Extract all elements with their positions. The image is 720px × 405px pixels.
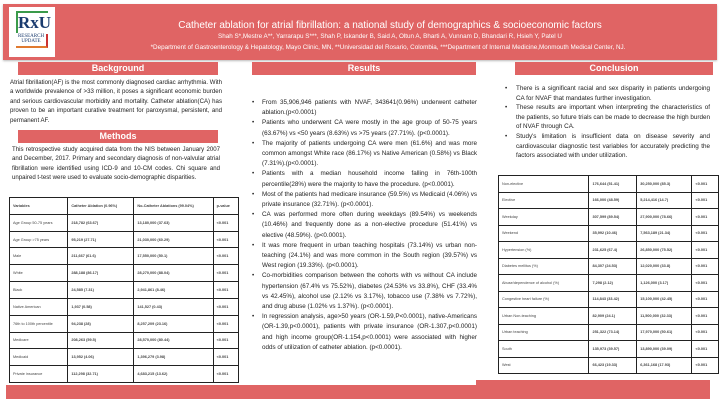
table-cell: 6,361,168 (17.93) xyxy=(637,357,692,374)
table-row xyxy=(10,248,239,265)
conclusion-heading: Conclusion xyxy=(515,62,713,75)
table-row xyxy=(499,291,719,308)
table-cell: <0.001 xyxy=(692,275,719,292)
table-cell: 21,030,000 (60.29) xyxy=(134,231,213,248)
table-cell: 176,644 (51.41) xyxy=(589,176,637,193)
table-row xyxy=(10,366,239,383)
table-cell: 166,000 (48.59) xyxy=(589,192,637,209)
table-cell: 1,937 (0.58) xyxy=(68,298,134,315)
table-row xyxy=(499,209,719,226)
clinical-characteristics-table xyxy=(498,175,719,374)
table-cell: West xyxy=(499,357,589,374)
bullet-item: • It was more frequent in urban teaching hospitals (73.14%) vs urban non-teaching (24.1%) and was more common in the South region (39.57%) vs West region (19.33%). (p<0.0001). xyxy=(252,241,477,272)
table-cell: <0.001 xyxy=(692,291,719,308)
table-cell: White xyxy=(10,265,68,282)
bullet-item: • These results are important when interpreting the characteristics of the patients, so future trials can be made to decrease the high burden of NVAF through CA. xyxy=(505,103,710,132)
table-cell: Age Group 50-75 years xyxy=(10,214,68,231)
table-cell: 4,683,215 (13.62) xyxy=(134,366,213,383)
table-cell: Diabetes mellitus (%) xyxy=(499,258,589,275)
table-cell: Weekday xyxy=(499,209,589,226)
table-cell: 114,843 (33.42) xyxy=(589,291,637,308)
table-cell: 84,307 (24.53) xyxy=(589,258,637,275)
table-cell: 211,667 (61.6) xyxy=(68,248,134,265)
table-cell: Elective xyxy=(499,192,589,209)
table-cell: 307,599 (89.54) xyxy=(589,209,637,226)
table-cell: <0.001 xyxy=(692,308,719,325)
table-cell: Medicaid xyxy=(10,349,68,366)
table-cell: 13,952 (4.06) xyxy=(68,349,134,366)
column-header: No-Catheter Ablations (99.04%) xyxy=(134,198,213,215)
bullet-item: • The majority of patients undergoing CA were men (61.6%) and was more common amongst White race (86.17%) vs Native American (0.58%) vs Black (7.31%).(p<0.0001). xyxy=(252,139,477,170)
table-row xyxy=(10,231,239,248)
table-row xyxy=(499,275,719,292)
table-cell: 13,890,000 (39.09) xyxy=(637,341,692,358)
table-row xyxy=(499,258,719,275)
table-cell: Black xyxy=(10,282,68,299)
bullet-item: • Most of the patients had medicare insurance (59.5%) vs Medicaid (4.06%) vs private insurance (32.71%). (p<0.0001). xyxy=(252,190,477,210)
table-cell: <0.001 xyxy=(213,282,238,299)
table-cell: 11,500,000 (32.33) xyxy=(637,308,692,325)
table-cell: South xyxy=(499,341,589,358)
footer-bar-left xyxy=(6,385,476,399)
table-cell: 24,585 (7.31) xyxy=(68,282,134,299)
table-cell: <0.001 xyxy=(213,349,238,366)
table-cell: 17,970,000 (50.61) xyxy=(637,324,692,341)
table-row xyxy=(10,349,239,366)
table-row xyxy=(499,242,719,259)
table-cell: 28,570,000 (80.44) xyxy=(134,332,213,349)
table-row xyxy=(10,315,239,332)
table-cell: 12,020,000 (33.8) xyxy=(637,258,692,275)
table-cell: Abuse/dependence of alcohol (%) xyxy=(499,275,589,292)
table-cell: 1,396,279 (3.98) xyxy=(134,349,213,366)
table-cell: <0.001 xyxy=(692,242,719,259)
table-row xyxy=(10,282,239,299)
table-cell: <0.001 xyxy=(692,225,719,242)
table-cell: 13,180,000 (37.63) xyxy=(134,214,213,231)
table-cell: 135,973 (39.57) xyxy=(589,341,637,358)
column-header: Catheter Ablation (0.96%) xyxy=(68,198,134,215)
bullet-item: • From 35,906,946 patients with NVAF, 343641(0.96%) underwent catheter ablation.(p<0.0001) xyxy=(252,98,477,118)
table-cell: 95,219 (27.71) xyxy=(68,231,134,248)
poster-header xyxy=(3,4,717,60)
table-cell: Urban Non-teaching xyxy=(499,308,589,325)
authors: Shah S*,Mestre A**, Yarrarapu S***, Shah P, Iskander B, Said A, Oltun A, Bharti A, Vunnam D, Bhandari R, Hsieh Y, Patel U xyxy=(218,33,562,40)
column-header: Variables xyxy=(10,198,68,215)
table-cell: 208,263 (59.5) xyxy=(68,332,134,349)
research-update-logo: RxU RESEARCH UPDATE xyxy=(9,7,55,57)
table-cell: <0.001 xyxy=(692,341,719,358)
bullet-item: • Co-morbidities comparison between the cohorts with vs without CA include hypertension (67.4% vs 75.52%), diabetes (24.53% vs 33.8%), CHF (33.4% vs 42.45%), alcohol use (2.12% vs 3.17%), tobacco use (7.38% vs 7.72%), and drug abuse (1.02% vs 1.37%). (p<0.0001). xyxy=(252,271,477,312)
table-cell: 27,900,000 (78.66) xyxy=(637,209,692,226)
table-row xyxy=(10,332,239,349)
table-header-row xyxy=(10,198,239,215)
methods-heading: Methods xyxy=(18,130,218,143)
table-cell: 5,214,416 (14.7) xyxy=(637,192,692,209)
table-cell: <0.001 xyxy=(692,258,719,275)
table-cell: 35,992 (10.46) xyxy=(589,225,637,242)
table-cell: 112,298 (32.71) xyxy=(68,366,134,383)
column-header: p-value xyxy=(213,198,238,215)
bullet-item: • Patients who underwent CA were mostly in the age group of 50-75 years (63.67%) vs <50 years (8.63%) vs >75 years (27.71%). (p<0.0001). xyxy=(252,118,477,138)
table-cell: Age Group >75 years xyxy=(10,231,68,248)
conclusion-list xyxy=(505,84,710,161)
poster-title: Catheter ablation for atrial fibrillation: a national study of demographics & socioeconomic factors xyxy=(178,20,602,31)
table-cell: 66,423 (19.33) xyxy=(589,357,637,374)
table-cell: 141,527 (0.43) xyxy=(134,298,213,315)
table-cell: 17,550,000 (50.1) xyxy=(134,248,213,265)
table-cell: 8,257,209 (23.16) xyxy=(134,315,213,332)
table-cell: <0.001 xyxy=(213,315,238,332)
table-cell: 288,188 (86.17) xyxy=(68,265,134,282)
table-cell: Weekend xyxy=(499,225,589,242)
table-cell: 76th to 100th percentile xyxy=(10,315,68,332)
demographics-table xyxy=(9,197,239,383)
table-cell: 218,782 (63.67) xyxy=(68,214,134,231)
table-cell: <0.001 xyxy=(692,324,719,341)
table-cell: 7,298 (2.12) xyxy=(589,275,637,292)
table-cell: Private insurance xyxy=(10,366,68,383)
bullet-item: • In regression analysis, age>50 years (OR-1.59,P<0.0001), native-Americans (OR-1.39,p<0.0001), patients with private insurance (OR-1.307,p<0.0001) and high income group(OR-1.154,p<0.0001) were associated with higher odds of utilization of catheter ablation. (p<0.0001). xyxy=(252,312,477,353)
table-cell: Medicare xyxy=(10,332,68,349)
table-cell: <0.001 xyxy=(213,248,238,265)
table-cell: 30,250,000 (85.3) xyxy=(637,176,692,193)
table-cell: <0.001 xyxy=(213,366,238,383)
table-cell: 28,270,000 (88.04) xyxy=(134,265,213,282)
table-cell: 26,850,000 (75.52) xyxy=(637,242,692,259)
table-cell: 251,322 (73.14) xyxy=(589,324,637,341)
table-row xyxy=(10,265,239,282)
table-cell: Hypertension (%) xyxy=(499,242,589,259)
table-cell: <0.001 xyxy=(213,298,238,315)
table-cell: 2,941,861 (8.46) xyxy=(134,282,213,299)
table-row xyxy=(499,341,719,358)
table-row xyxy=(499,324,719,341)
table-cell: <0.001 xyxy=(692,176,719,193)
table-cell: Male xyxy=(10,248,68,265)
results-list xyxy=(252,98,477,353)
footer-bar-right xyxy=(476,380,710,399)
table-row xyxy=(10,298,239,315)
table-cell: Non-elective xyxy=(499,176,589,193)
bullet-item: • Patients with a median household income falling in 76th-100th percentile(28%) were the majority to have the procedure. (p<0.0001). xyxy=(252,169,477,189)
bullet-item: • There is a significant racial and sex disparity in patients undergoing CA for NVAF that mandates further investigation. xyxy=(505,84,710,103)
table-cell: <0.001 xyxy=(213,265,238,282)
table-cell: <0.001 xyxy=(213,332,238,349)
bullet-item: • CA was performed more often during weekdays (89.54%) vs weekends (10.46%) and frequently done as a non-elective procedure (51.41%) vs elective (48.59%). (p<0.0001). xyxy=(252,210,477,241)
table-row xyxy=(499,357,719,374)
table-row xyxy=(10,214,239,231)
table-cell: <0.001 xyxy=(692,209,719,226)
table-row xyxy=(499,308,719,325)
bullet-item: • Study's limitation is insufficient data on disease severity and cardiovascular diagnostic test variables for accurately predicting the factors associated with under utilization. xyxy=(505,132,710,161)
affiliations: *Department of Gastroenterology & Hepatology, Mayo Clinic, MN, **Universidad del Rosario, Colombia, ***Department of Internal Medicine,Monmouth Medical Center, NJ. xyxy=(150,44,626,51)
table-cell: 1,126,000 (3.17) xyxy=(637,275,692,292)
table-cell: 231,625 (67.4) xyxy=(589,242,637,259)
table-row xyxy=(499,192,719,209)
table-cell: Native American xyxy=(10,298,68,315)
table-cell: Congestive heart failure (%) xyxy=(499,291,589,308)
background-text: Atrial fibrillation(AF) is the most commonly diagnosed cardiac arrhythmia. With a worldwide prevalence of >33 million, it poses a significant economic burden and serious cardiovascular morbidity and mortality. Catheter ablation(CA) has proven to be an important curative treatment for paroxysmal, persistent, and permanent AF. xyxy=(10,79,222,124)
table-cell: 82,909 (24.1) xyxy=(589,308,637,325)
table-cell: <0.001 xyxy=(692,192,719,209)
results-heading: Results xyxy=(252,62,476,75)
table-cell: <0.001 xyxy=(692,357,719,374)
methods-text: This retrospective study acquired data from the NIS between January 2007 and December, 2017. Primary and secondary diagnosis of non-valvular atrial fibrillation were identified using ICD-9 and 10-CM codes. Chi square and unpaired t-test were used to evaluate socio-demographic disparities. xyxy=(12,146,220,182)
table-cell: <0.001 xyxy=(213,214,238,231)
table-cell: <0.001 xyxy=(213,231,238,248)
table-cell: 94,238 (28) xyxy=(68,315,134,332)
table-cell: Urban teaching xyxy=(499,324,589,341)
table-row xyxy=(499,225,719,242)
table-cell: 7,563,189 (21.34) xyxy=(637,225,692,242)
table-cell: 15,100,000 (42.45) xyxy=(637,291,692,308)
table-row xyxy=(499,176,719,193)
background-heading: Background xyxy=(18,62,218,75)
